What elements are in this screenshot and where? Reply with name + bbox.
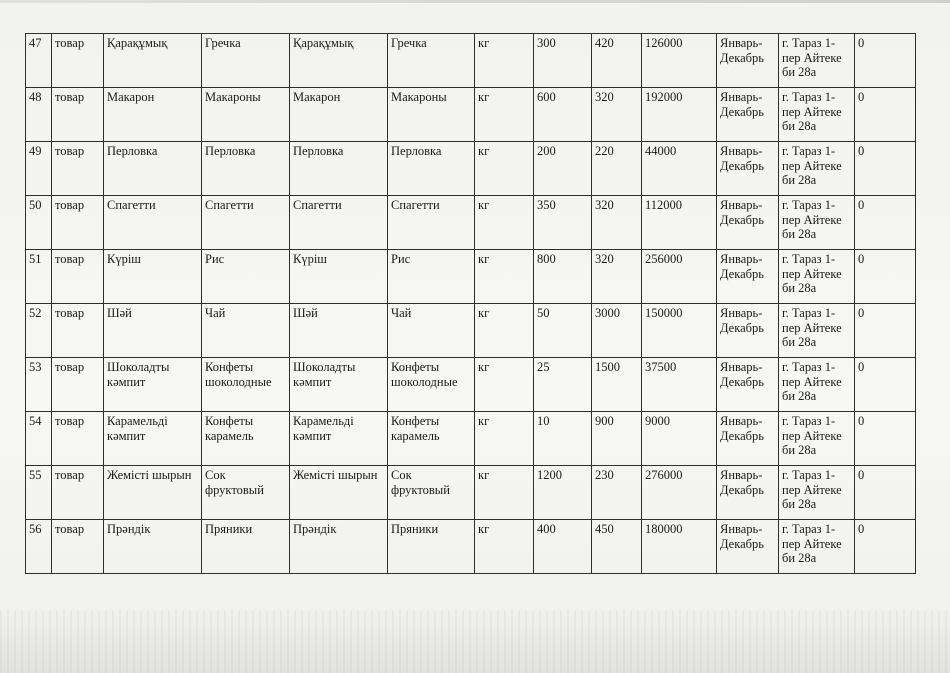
table-row	[26, 34, 916, 88]
cell-name-kazakh: Қарақұмық	[104, 34, 202, 88]
cell-quantity: 350	[534, 196, 592, 250]
cell-delivery-period: Январь-Декабрь	[717, 304, 779, 358]
cell-name-kazakh: Күріш	[104, 250, 202, 304]
cell-total-sum: 44000	[642, 142, 717, 196]
cell-row-number: 49	[26, 142, 52, 196]
cell-name-russian: Чай	[202, 304, 290, 358]
cell-total-sum: 37500	[642, 358, 717, 412]
cell-name-kazakh: Жемісті шырын	[104, 466, 202, 520]
table-row	[26, 88, 916, 142]
cell-unit: кг	[475, 304, 534, 358]
cell-name-kazakh: Карамельді кәмпит	[104, 412, 202, 466]
cell-advance-percent: 0	[855, 466, 916, 520]
cell-advance-percent: 0	[855, 196, 916, 250]
cell-row-number: 51	[26, 250, 52, 304]
cell-name-russian: Гречка	[202, 34, 290, 88]
cell-total-sum: 180000	[642, 520, 717, 574]
cell-total-sum: 276000	[642, 466, 717, 520]
cell-short-name-kazakh: Күріш	[290, 250, 388, 304]
cell-name-russian: Перловка	[202, 142, 290, 196]
cell-delivery-place: г. Тараз 1-пер Айтеке би 28а	[779, 358, 855, 412]
cell-item-type: товар	[52, 358, 104, 412]
cell-name-russian: Макароны	[202, 88, 290, 142]
cell-quantity: 50	[534, 304, 592, 358]
cell-delivery-place: г. Тараз 1-пер Айтеке би 28а	[779, 520, 855, 574]
cell-short-name-russian: Гречка	[388, 34, 475, 88]
cell-advance-percent: 0	[855, 358, 916, 412]
cell-name-russian: Спагетти	[202, 196, 290, 250]
cell-delivery-period: Январь-Декабрь	[717, 250, 779, 304]
cell-unit-price: 420	[592, 34, 642, 88]
cell-unit: кг	[475, 250, 534, 304]
cell-row-number: 50	[26, 196, 52, 250]
cell-item-type: товар	[52, 196, 104, 250]
cell-delivery-place: г. Тараз 1-пер Айтеке би 28а	[779, 412, 855, 466]
table-row	[26, 250, 916, 304]
cell-short-name-russian: Сок фруктовый	[388, 466, 475, 520]
cell-row-number: 54	[26, 412, 52, 466]
cell-advance-percent: 0	[855, 88, 916, 142]
cell-unit-price: 320	[592, 196, 642, 250]
procurement-table	[25, 33, 916, 574]
table-row	[26, 520, 916, 574]
cell-short-name-kazakh: Макарон	[290, 88, 388, 142]
cell-total-sum: 256000	[642, 250, 717, 304]
table-row	[26, 466, 916, 520]
table-row	[26, 304, 916, 358]
cell-short-name-kazakh: Жемісті шырын	[290, 466, 388, 520]
cell-short-name-kazakh: Прәндік	[290, 520, 388, 574]
cell-name-russian: Сок фруктовый	[202, 466, 290, 520]
cell-total-sum: 126000	[642, 34, 717, 88]
cell-delivery-place: г. Тараз 1-пер Айтеке би 28а	[779, 34, 855, 88]
cell-unit: кг	[475, 88, 534, 142]
cell-advance-percent: 0	[855, 34, 916, 88]
cell-item-type: товар	[52, 412, 104, 466]
cell-name-kazakh: Спагетти	[104, 196, 202, 250]
cell-unit-price: 220	[592, 142, 642, 196]
cell-short-name-russian: Конфеты карамель	[388, 412, 475, 466]
cell-unit-price: 1500	[592, 358, 642, 412]
cell-item-type: товар	[52, 88, 104, 142]
cell-delivery-place: г. Тараз 1-пер Айтеке би 28а	[779, 196, 855, 250]
cell-delivery-period: Январь-Декабрь	[717, 142, 779, 196]
cell-quantity: 800	[534, 250, 592, 304]
cell-item-type: товар	[52, 304, 104, 358]
cell-name-russian: Пряники	[202, 520, 290, 574]
cell-name-russian: Рис	[202, 250, 290, 304]
cell-total-sum: 9000	[642, 412, 717, 466]
cell-item-type: товар	[52, 466, 104, 520]
cell-quantity: 1200	[534, 466, 592, 520]
cell-item-type: товар	[52, 250, 104, 304]
cell-row-number: 53	[26, 358, 52, 412]
cell-delivery-period: Январь-Декабрь	[717, 88, 779, 142]
cell-unit: кг	[475, 412, 534, 466]
cell-name-russian: Конфеты карамель	[202, 412, 290, 466]
cell-quantity: 200	[534, 142, 592, 196]
cell-row-number: 48	[26, 88, 52, 142]
cell-row-number: 47	[26, 34, 52, 88]
cell-delivery-period: Январь-Декабрь	[717, 412, 779, 466]
cell-advance-percent: 0	[855, 142, 916, 196]
table-row	[26, 196, 916, 250]
cell-unit: кг	[475, 142, 534, 196]
cell-name-kazakh: Прәндік	[104, 520, 202, 574]
scan-edge-top	[0, 0, 950, 3]
cell-quantity: 25	[534, 358, 592, 412]
cell-short-name-russian: Перловка	[388, 142, 475, 196]
cell-delivery-period: Январь-Декабрь	[717, 34, 779, 88]
cell-row-number: 55	[26, 466, 52, 520]
cell-unit-price: 450	[592, 520, 642, 574]
cell-item-type: товар	[52, 142, 104, 196]
cell-total-sum: 112000	[642, 196, 717, 250]
scan-noise-bottom	[0, 610, 950, 673]
cell-short-name-russian: Рис	[388, 250, 475, 304]
cell-name-kazakh: Шоколадты кәмпит	[104, 358, 202, 412]
cell-advance-percent: 0	[855, 304, 916, 358]
table-body	[26, 34, 916, 574]
cell-quantity: 400	[534, 520, 592, 574]
cell-delivery-period: Январь-Декабрь	[717, 196, 779, 250]
cell-short-name-russian: Спагетти	[388, 196, 475, 250]
cell-delivery-period: Январь-Декабрь	[717, 358, 779, 412]
cell-delivery-place: г. Тараз 1-пер Айтеке би 28а	[779, 88, 855, 142]
cell-short-name-russian: Чай	[388, 304, 475, 358]
cell-short-name-kazakh: Шәй	[290, 304, 388, 358]
cell-unit-price: 230	[592, 466, 642, 520]
cell-advance-percent: 0	[855, 412, 916, 466]
cell-quantity: 600	[534, 88, 592, 142]
cell-short-name-kazakh: Шоколадты кәмпит	[290, 358, 388, 412]
cell-unit: кг	[475, 358, 534, 412]
cell-unit-price: 320	[592, 250, 642, 304]
cell-delivery-place: г. Тараз 1-пер Айтеке би 28а	[779, 466, 855, 520]
cell-unit: кг	[475, 34, 534, 88]
cell-name-kazakh: Перловка	[104, 142, 202, 196]
cell-name-kazakh: Макарон	[104, 88, 202, 142]
cell-unit-price: 900	[592, 412, 642, 466]
cell-total-sum: 150000	[642, 304, 717, 358]
cell-short-name-kazakh: Қарақұмық	[290, 34, 388, 88]
cell-short-name-russian: Пряники	[388, 520, 475, 574]
cell-row-number: 52	[26, 304, 52, 358]
cell-delivery-place: г. Тараз 1-пер Айтеке би 28а	[779, 250, 855, 304]
cell-unit: кг	[475, 196, 534, 250]
table-row	[26, 358, 916, 412]
cell-delivery-period: Январь-Декабрь	[717, 520, 779, 574]
cell-name-kazakh: Шәй	[104, 304, 202, 358]
cell-name-russian: Конфеты шоколодные	[202, 358, 290, 412]
cell-quantity: 10	[534, 412, 592, 466]
cell-short-name-kazakh: Спагетти	[290, 196, 388, 250]
cell-short-name-russian: Конфеты шоколодные	[388, 358, 475, 412]
cell-short-name-kazakh: Перловка	[290, 142, 388, 196]
cell-short-name-russian: Макароны	[388, 88, 475, 142]
cell-item-type: товар	[52, 520, 104, 574]
cell-advance-percent: 0	[855, 520, 916, 574]
cell-delivery-place: г. Тараз 1-пер Айтеке би 28а	[779, 304, 855, 358]
cell-delivery-period: Январь-Декабрь	[717, 466, 779, 520]
cell-row-number: 56	[26, 520, 52, 574]
cell-unit: кг	[475, 466, 534, 520]
cell-item-type: товар	[52, 34, 104, 88]
cell-unit-price: 3000	[592, 304, 642, 358]
cell-unit-price: 320	[592, 88, 642, 142]
cell-unit: кг	[475, 520, 534, 574]
cell-short-name-kazakh: Карамельді кәмпит	[290, 412, 388, 466]
cell-total-sum: 192000	[642, 88, 717, 142]
cell-advance-percent: 0	[855, 250, 916, 304]
cell-quantity: 300	[534, 34, 592, 88]
cell-delivery-place: г. Тараз 1-пер Айтеке би 28а	[779, 142, 855, 196]
table-row	[26, 142, 916, 196]
table-row	[26, 412, 916, 466]
